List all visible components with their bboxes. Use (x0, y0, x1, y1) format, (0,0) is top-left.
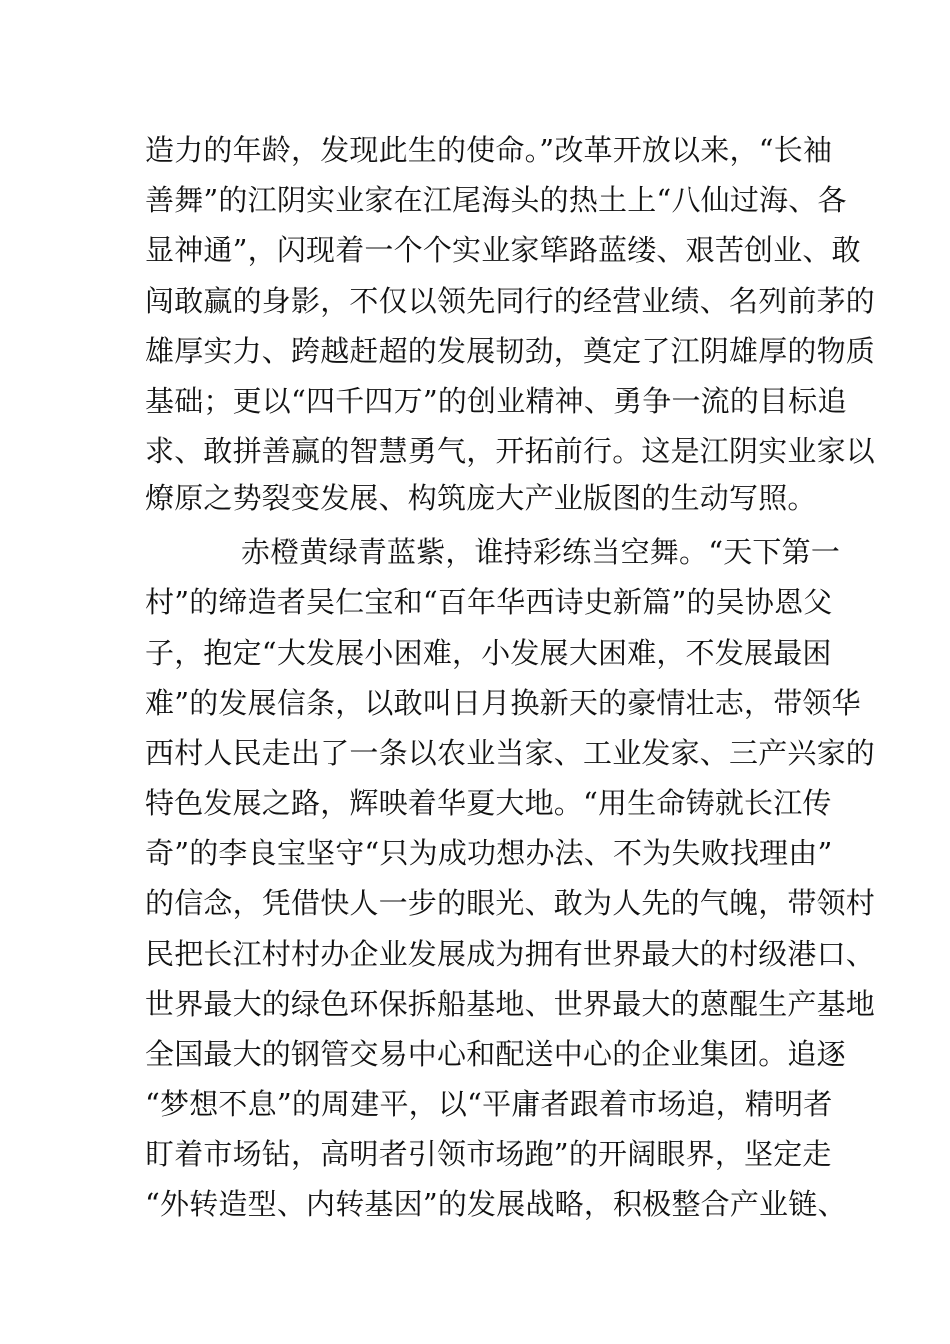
text-line-19: 全国最大的钢管交易中心和配送中心的企业集团。追逐 (145, 1037, 846, 1071)
text-line-13: 西村人民走出了一条以农业当家、工业发家、三产兴家的 (145, 736, 876, 770)
text-line-22: “外转造型、内转基因”的发展战略，积极整合产业链、 (145, 1187, 847, 1221)
text-line-16: 的信念，凭借快人一步的眼光、敢为人先的气魄，带领村 (145, 886, 876, 920)
text-line-7: 求、敢拼善赢的智慧勇气，开拓前行。这是江阴实业家以 (145, 434, 876, 468)
text-line-15: 奇”的李良宝坚守“只为成功想办法、不为失败找理由” (145, 836, 833, 870)
text-line-1: 造力的年龄，发现此生的使命。”改革开放以来，“长袖 (145, 133, 833, 167)
text-line-18: 世界最大的绿色环保拆船基地、世界最大的蒽醌生产基地 (145, 987, 876, 1021)
text-line-21: 盯着市场钻，高明者引领市场跑”的开阔眼界，坚定走 (145, 1137, 832, 1171)
text-line-20: “梦想不息”的周建平，以“平庸者跟着市场追，精明者 (145, 1087, 833, 1121)
text-line-17: 民把长江村村办企业发展成为拥有世界最大的村级港口、 (145, 937, 876, 971)
text-line-14: 特色发展之路，辉映着华夏大地。“用生命铸就长江传 (145, 786, 832, 820)
text-line-12: 难”的发展信条，以敢叫日月换新天的豪情壮志，带领华 (145, 686, 861, 720)
text-line-6: 基础；更以“四千四万”的创业精神、勇争一流的目标追 (145, 384, 847, 418)
text-line-10: 村”的缔造者吴仁宝和“百年华西诗史新篇”的吴协恩父 (145, 585, 833, 619)
text-line-3: 显神通”，闪现着一个个实业家筚路蓝缕、艰苦创业、敢 (145, 233, 861, 267)
text-line-2: 善舞”的江阴实业家在江尾海头的热土上“八仙过海、各 (145, 183, 847, 217)
text-line-11: 子，抱定“大发展小困难，小发展大困难，不发展最困 (145, 636, 832, 670)
paragraph-2-first-line: 赤橙黄绿青蓝紫，谁持彩练当空舞。“天下第一 (241, 535, 841, 569)
text-line-5: 雄厚实力、跨越赶超的发展韧劲，奠定了江阴雄厚的物质 (145, 334, 876, 368)
text-line-8: 燎原之势裂变发展、构筑庞大产业版图的生动写照。 (145, 481, 817, 515)
text-line-4: 闯敢赢的身影，不仅以领先同行的经营业绩、名列前茅的 (145, 284, 876, 318)
